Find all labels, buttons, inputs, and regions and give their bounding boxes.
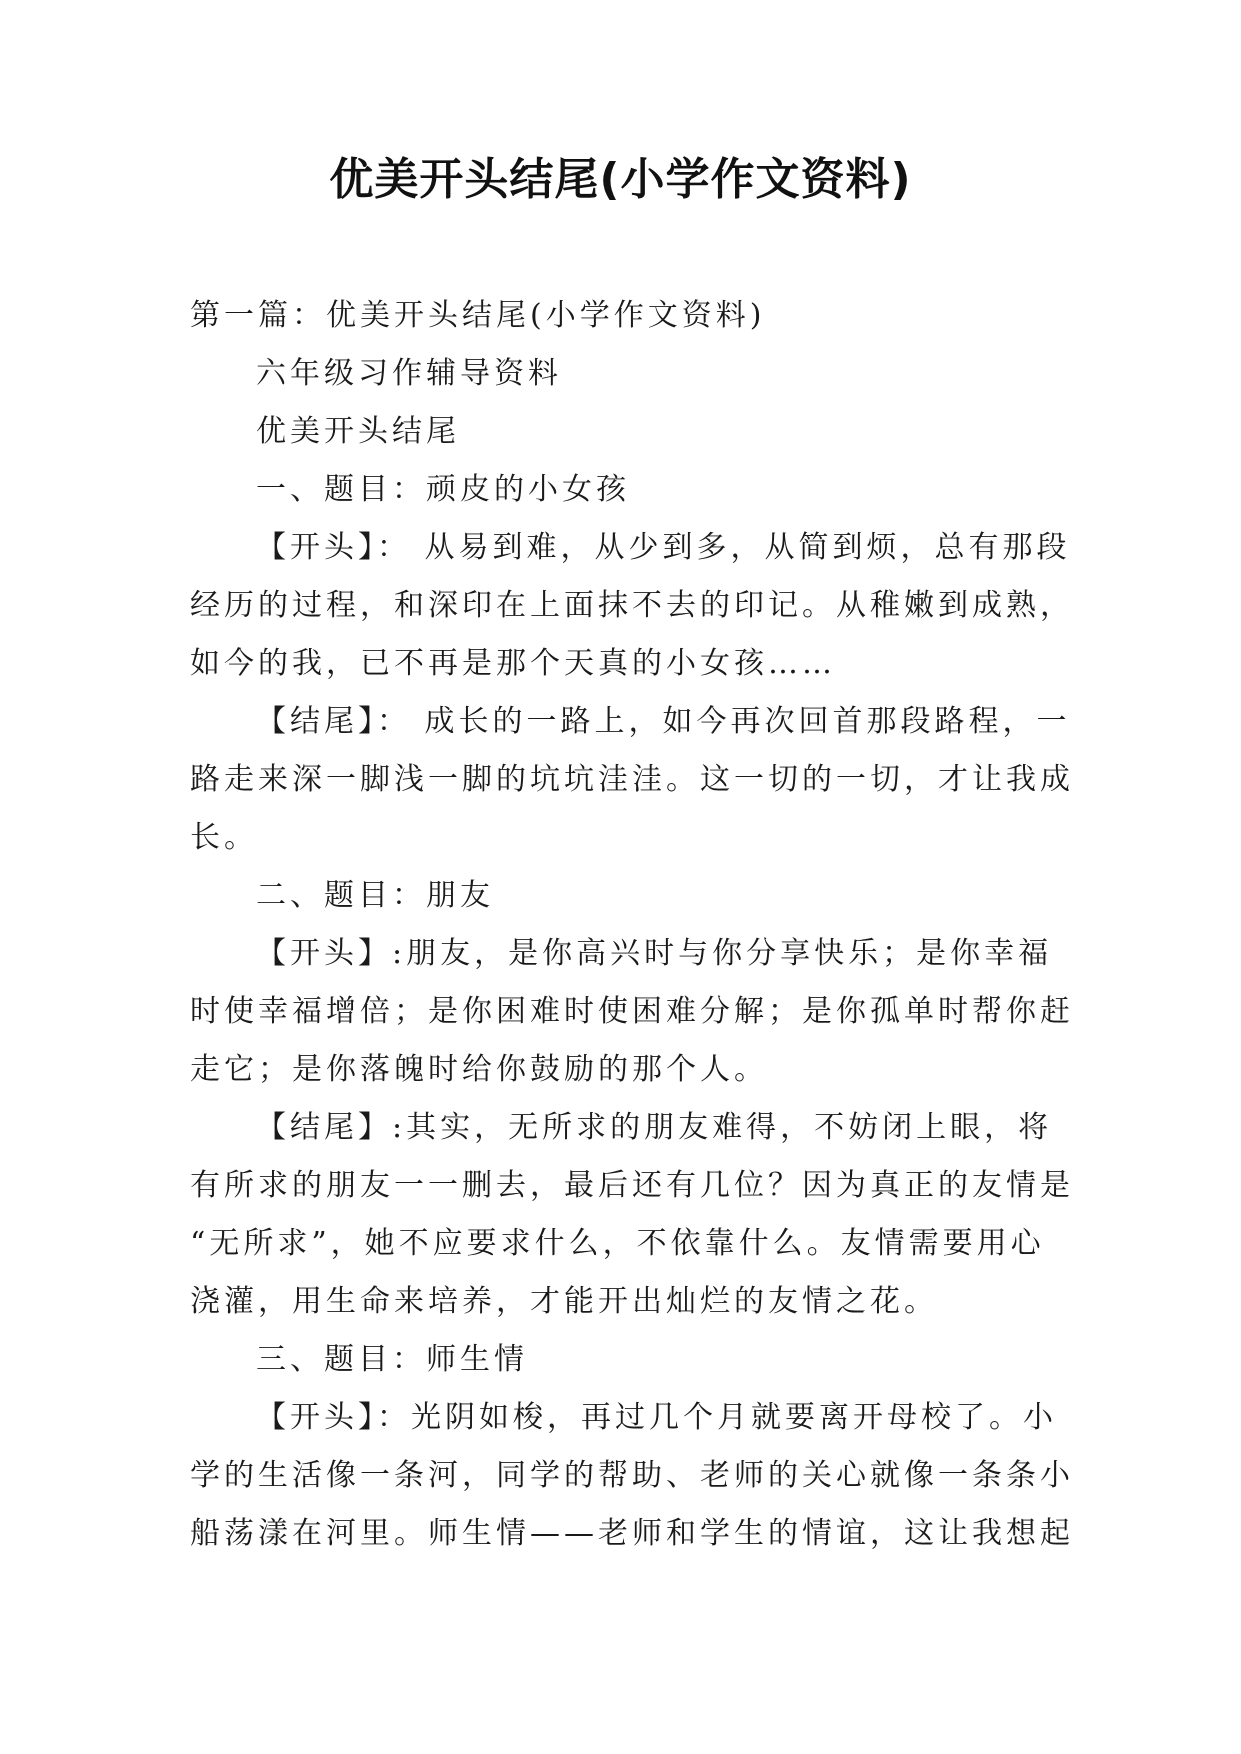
text-line: “无所求”，她不应要求什么，不依靠什么。友情需要用心	[190, 1226, 1045, 1261]
text-line: 时使幸福增倍；是你困难时使困难分解；是你孤单时帮你赶	[190, 994, 1074, 1029]
text-line: 二、题目：朋友	[256, 878, 494, 913]
text-line: 优美开头结尾	[256, 414, 460, 449]
text-line: 走它；是你落魄时给你鼓励的那个人。	[190, 1052, 768, 1087]
text-line: 学的生活像一条河，同学的帮助、老师的关心就像一条条小	[190, 1458, 1074, 1493]
text-line: 有所求的朋友一一删去，最后还有几位？因为真正的友情是	[190, 1168, 1074, 1203]
document-body	[190, 287, 1074, 1563]
document-title: 优美开头结尾(小学作文资料)	[329, 154, 912, 205]
text-line: 【开头】：光阴如梭，再过几个月就要离开母校了。小	[256, 1400, 1057, 1435]
text-line: 浇灌，用生命来培养，才能开出灿烂的友情之花。	[190, 1284, 938, 1319]
text-line: 【开头】:朋友，是你高兴时与你分享快乐；是你幸福	[256, 936, 1053, 971]
text-line: 船荡漾在河里。师生情——老师和学生的情谊，这让我想起	[190, 1516, 1074, 1551]
text-line: 【结尾】： 成长的一路上，如今再次回首那段路程，一	[256, 704, 1071, 739]
text-line: 三、题目：师生情	[256, 1342, 528, 1377]
text-line: 经历的过程，和深印在上面抹不去的印记。从稚嫩到成熟，	[190, 588, 1074, 623]
text-line: 【结尾】:其实，无所求的朋友难得，不妨闭上眼，将	[256, 1110, 1053, 1145]
text-line: 一、题目：顽皮的小女孩	[256, 472, 630, 507]
text-line: 【开头】： 从易到难，从少到多，从简到烦，总有那段	[256, 530, 1071, 565]
text-line: 如今的我，已不再是那个天真的小女孩……	[190, 646, 836, 681]
text-line: 长。	[190, 820, 258, 855]
text-line: 路走来深一脚浅一脚的坑坑洼洼。这一切的一切，才让我成	[190, 762, 1074, 797]
text-line: 六年级习作辅导资料	[256, 356, 562, 391]
text-line: 第一篇：优美开头结尾(小学作文资料)	[190, 298, 766, 333]
